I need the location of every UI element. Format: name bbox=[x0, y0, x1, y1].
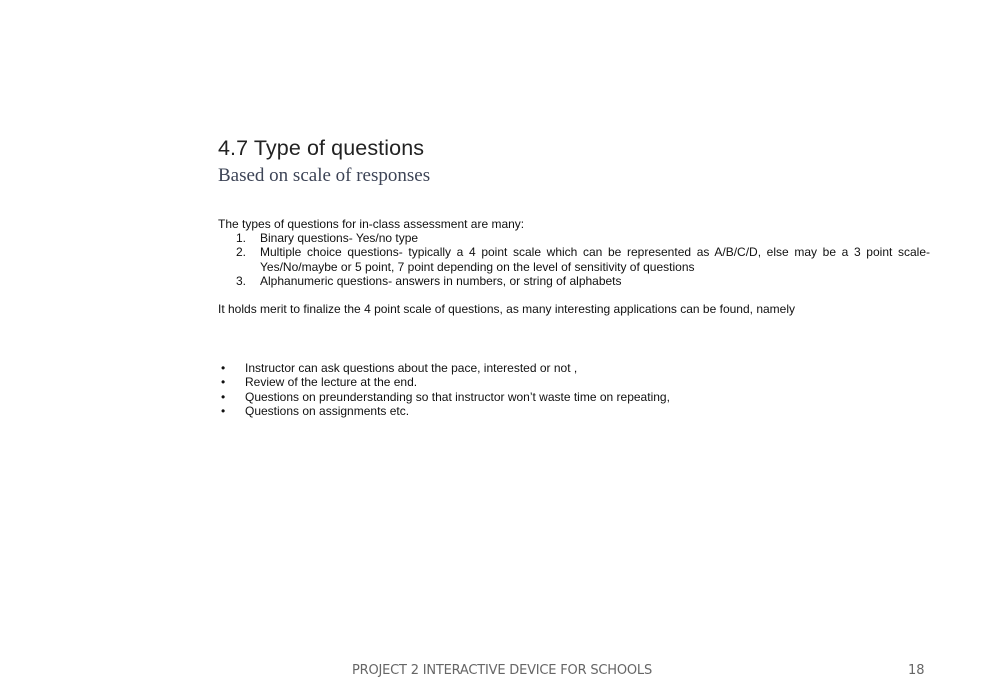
intro-paragraph: The types of questions for in-class assessment are many: bbox=[218, 217, 525, 231]
bullet-item bbox=[218, 375, 670, 389]
bullet-item-text: Questions on assignments etc. bbox=[245, 403, 410, 418]
applications-bullet-list bbox=[218, 361, 670, 418]
list-item bbox=[218, 274, 930, 288]
list-item-text: Binary questions- Yes/no type bbox=[260, 231, 419, 245]
bullet-item-text: Review of the lecture at the end. bbox=[245, 375, 418, 390]
section-subheading: Based on scale of responses bbox=[218, 165, 431, 186]
bullet-icon: • bbox=[221, 403, 226, 418]
bullet-icon: • bbox=[221, 361, 226, 375]
list-item-text: Multiple choice questions- typically a 4 point scale which can be represented as A/B/C/D, else may be a 3 point scale- bbox=[260, 245, 930, 260]
bullet-item-text: Instructor can ask questions about the pace, interested or not , bbox=[245, 361, 578, 375]
bullet-item bbox=[218, 361, 670, 375]
footer-title: PROJECT 2 INTERACTIVE DEVICE FOR SCHOOLS bbox=[352, 663, 652, 678]
list-item bbox=[218, 245, 930, 274]
list-item-number: 2. bbox=[236, 245, 247, 260]
list-item-number: 1. bbox=[236, 231, 247, 245]
bullet-icon: • bbox=[221, 389, 226, 404]
bullet-item bbox=[218, 390, 670, 404]
page-number: 18 bbox=[908, 663, 925, 678]
list-item-text: Alphanumeric questions- answers in numbers, or string of alphabets bbox=[260, 273, 622, 288]
bullet-item bbox=[218, 404, 670, 418]
list-item-text-continued: Yes/No/maybe or 5 point, 7 point depending on the level of sensitivity of questions bbox=[260, 259, 695, 274]
merit-paragraph: It holds merit to finalize the 4 point scale of questions, as many interesting applications can be found, namely bbox=[218, 302, 795, 316]
bullet-icon: • bbox=[221, 375, 226, 390]
question-types-list bbox=[218, 231, 930, 288]
list-item-number: 3. bbox=[236, 273, 247, 288]
list-item bbox=[218, 231, 930, 245]
section-heading: 4.7 Type of questions bbox=[218, 136, 425, 160]
bullet-item-text: Questions on preunderstanding so that instructor won’t waste time on repeating, bbox=[245, 389, 670, 404]
